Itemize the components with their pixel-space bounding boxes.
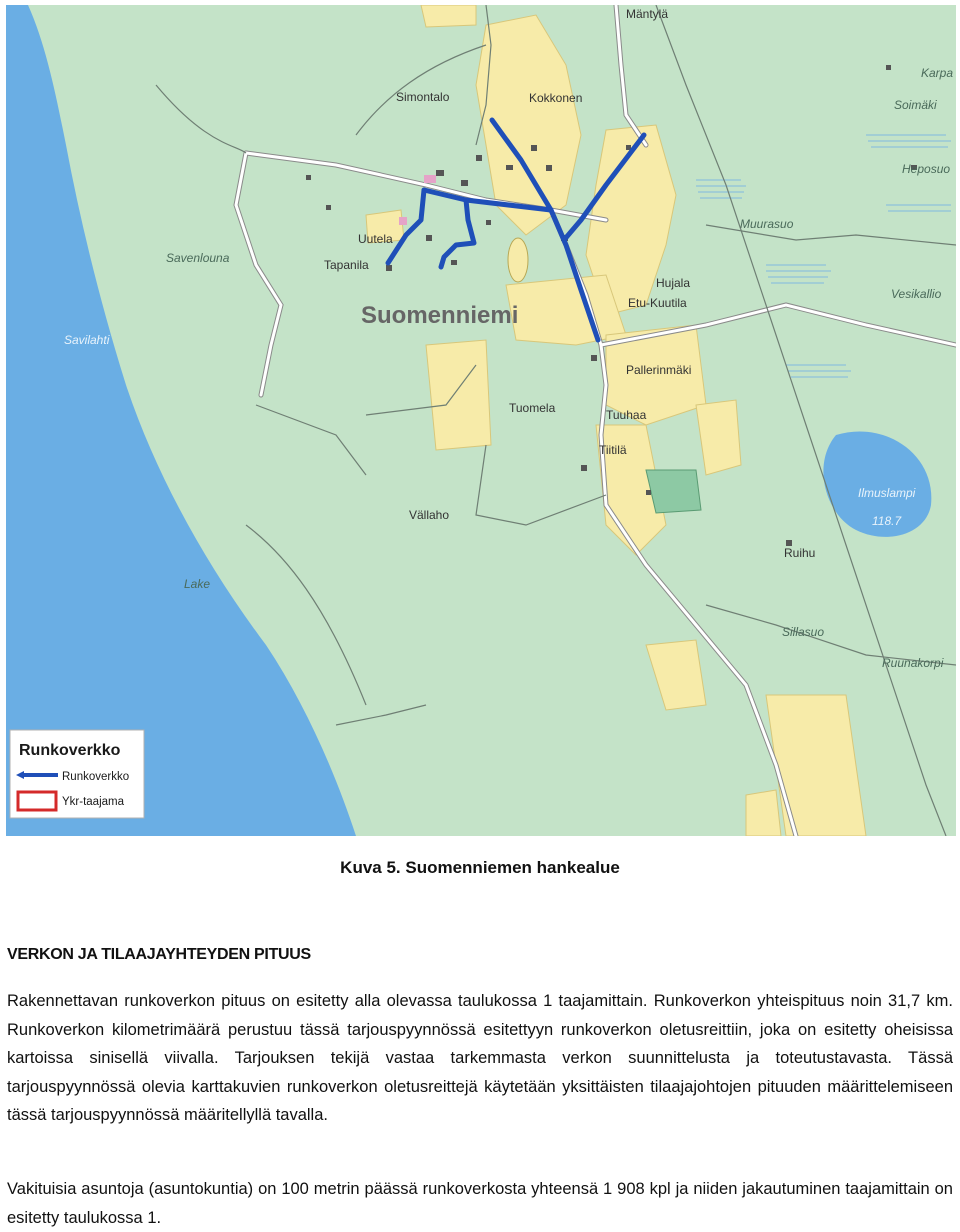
label-simontalo: Simontalo [396, 90, 450, 104]
legend-item-ykr-label: Ykr-taajama [62, 796, 124, 808]
cemetery-area [646, 470, 701, 513]
label-karpa: Karpa [921, 66, 954, 80]
label-heposuo: Heposuo [902, 162, 951, 176]
label-lake-small: Lake [184, 577, 211, 591]
figure-caption: Kuva 5. Suomenniemen hankealue [340, 858, 620, 877]
label-tiitila: Tiitilä [599, 443, 627, 457]
label-uutela: Uutela [358, 232, 393, 246]
label-mantyla: Mäntylä [626, 7, 669, 21]
label-vallaho: Vällaho [409, 508, 450, 522]
map-canvas [6, 5, 956, 836]
legend-item-route-label: Runkoverkko [62, 771, 130, 783]
label-vesikallio: Vesikallio [891, 287, 942, 301]
label-ilmuslampi-elevation: 118.7 [872, 514, 902, 528]
paragraph-1: Rakennettavan runkoverkon pituus on esitetty alla olevassa taulukossa 1 taajamittain. Runkoverkon yhteispituus noin 31,7 km. Runkoverkon kilometrimäärä perustuu tässä tarjouspyynnössä esitettyyn runkoverkon oletusreittiin, joka on esitetty oheisissa kartoissa sinisellä viivalla. Tarjouksen tekijä vastaa tarkemmasta verkon suunnittelusta ja toteutustavasta. Tässä tarjouspyynnössä olevia karttakuvien runkoverkon oletusreittejä käytetään yksittäisten tilaajajohtojen pituuden määrittelemiseen tässä tarjouspyynnössä määritellyllä tavalla. [7, 992, 953, 1124]
label-ruihu: Ruihu [784, 546, 816, 560]
label-soimaki: Soimäki [894, 98, 937, 112]
map-legend [10, 730, 144, 818]
label-pallerinmaki: Pallerinmäki [626, 363, 692, 377]
label-tapanila: Tapanila [324, 258, 369, 272]
label-kokkonen: Kokkonen [529, 91, 583, 105]
label-ruunakorpi: Ruunakorpi [882, 656, 944, 670]
sports-field [508, 238, 528, 282]
label-muurasuo: Muurasuo [740, 217, 794, 231]
section-heading: VERKON JA TILAAJAYHTEYDEN PITUUS [7, 946, 311, 963]
label-sillasuo: Sillasuo [782, 625, 825, 639]
map-figure [6, 5, 956, 836]
label-tuuhaa: Tuuhaa [606, 408, 647, 422]
label-savilahti: Savilahti [64, 333, 110, 347]
label-suomenniemi: Suomenniemi [361, 302, 519, 329]
label-tuomela: Tuomela [509, 401, 556, 415]
legend-title: Runkoverkko [19, 742, 121, 759]
label-etu-kuutila: Etu-Kuutila [628, 296, 687, 310]
label-ilmuslampi: Ilmuslampi [858, 486, 916, 500]
label-hujala: Hujala [656, 276, 691, 290]
label-savenlouna: Savenlouna [166, 251, 230, 265]
paragraph-2: Vakituisia asuntoja (asuntokuntia) on 100 metrin päässä runkoverkosta yhteensä 1 908 kpl ja niiden jakautuminen taajamittain on esitetty taulukossa 1. [7, 1180, 953, 1227]
